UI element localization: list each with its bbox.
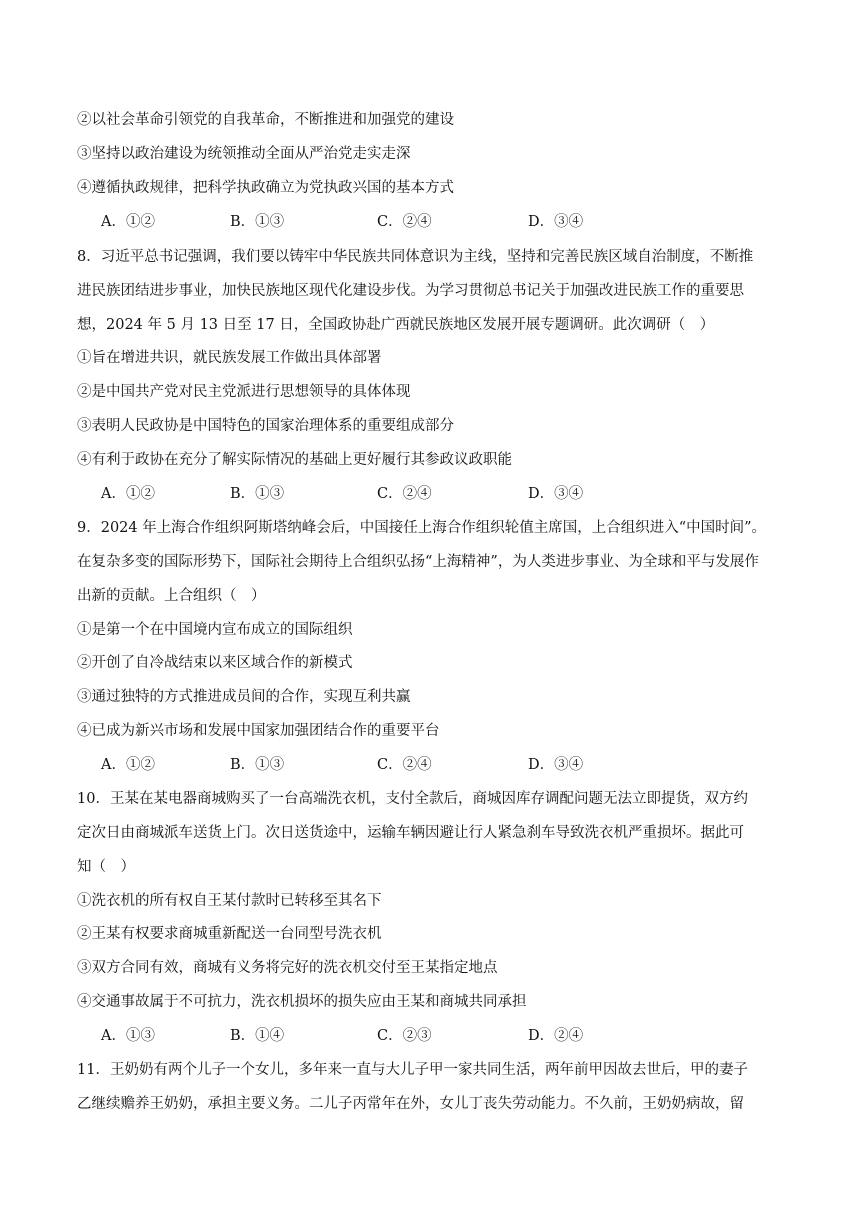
q7-choice-4: ④遵循执政规律，把科学执政确立为党执政兴国的基本方式 bbox=[77, 180, 454, 196]
q8-option-b: B．①③ bbox=[230, 486, 285, 502]
q8-stem-line-1: 8．习近平总书记强调，我们要以铸牢中华民族共同体意识为主线，坚持和完善民族区域自治制度，不断推 bbox=[77, 249, 754, 265]
q8-option-a: A．①② bbox=[101, 486, 155, 502]
q10-option-c: C．②③ bbox=[377, 1028, 432, 1044]
q8-stem-line-2: 进民族团结进步事业，加快民族地区现代化建设步伐。为学习贯彻总书记关于加强改进民族工作的重要思 bbox=[77, 283, 744, 299]
q9-option-a: A．①② bbox=[101, 757, 155, 773]
q10-stem-line-3: 知（ ） bbox=[77, 859, 135, 875]
q10-option-a: A．①③ bbox=[101, 1028, 155, 1044]
q7-option-c: C．②④ bbox=[377, 214, 432, 230]
q8-choice-1: ①旨在增进共识，就民族发展工作做出具体部署 bbox=[77, 350, 382, 366]
q10-choice-4: ④交通事故属于不可抗力，洗衣机损坏的损失应由王某和商城共同承担 bbox=[77, 994, 527, 1010]
q10-choice-3: ③双方合同有效，商城有义务将完好的洗衣机交付至王某指定地点 bbox=[77, 960, 498, 976]
q11-stem-line-2: 乙继续赡养王奶奶，承担主要义务。二儿子丙常年在外，女儿丁丧失劳动能力。不久前，王奶奶病故，留 bbox=[77, 1096, 744, 1112]
q7-option-a: A．①② bbox=[101, 214, 155, 230]
q9-choice-2: ②开创了自冷战结束以来区域合作的新模式 bbox=[77, 655, 353, 671]
q8-choice-2: ②是中国共产党对民主党派进行思想领导的具体体现 bbox=[77, 384, 411, 400]
q9-choice-3: ③通过独特的方式推进成员间的合作，实现互利共赢 bbox=[77, 689, 411, 705]
q11-stem-line-1: 11．王奶奶有两个儿子一个女儿，多年来一直与大儿子甲一家共同生活，两年前甲因故去世后，甲的妻子 bbox=[77, 1062, 748, 1078]
q8-option-c: C．②④ bbox=[377, 486, 432, 502]
q9-option-d: D．③④ bbox=[528, 757, 584, 773]
q8-stem-line-3: 想，2024 年 5 月 13 日至 17 日，全国政协赴广西就民族地区发展开展专题调研。此次调研（ ） bbox=[77, 317, 715, 333]
q7-choice-2: ②以社会革命引领党的自我革命，不断推进和加强党的建设 bbox=[77, 112, 454, 128]
q7-option-d: D．③④ bbox=[528, 214, 584, 230]
q9-choice-1: ①是第一个在中国境内宣布成立的国际组织 bbox=[77, 622, 353, 638]
q10-choice-1: ①洗衣机的所有权自王某付款时已转移至其名下 bbox=[77, 893, 382, 909]
q10-option-b: B．①④ bbox=[230, 1028, 285, 1044]
q10-option-d: D．②④ bbox=[528, 1028, 584, 1044]
q10-choice-2: ②王某有权要求商城重新配送一台同型号洗衣机 bbox=[77, 926, 382, 942]
q9-choice-4: ④已成为新兴市场和发展中国家加强团结合作的重要平台 bbox=[77, 723, 440, 739]
q7-choice-3: ③坚持以政治建设为统领推动全面从严治党走实走深 bbox=[77, 146, 411, 162]
q9-stem-line-3: 出新的贡献。上合组织（ ） bbox=[77, 588, 266, 604]
q9-stem-line-2: 在复杂多变的国际形势下，国际社会期待上合组织弘扬“上海精神”，为人类进步事业、为全球和平与发展作 bbox=[77, 554, 759, 570]
q9-option-c: C．②④ bbox=[377, 757, 432, 773]
q10-stem-line-1: 10．王某在某电器商城购买了一台高端洗衣机，支付全款后，商城因库存调配问题无法立即提货，双方约 bbox=[77, 791, 748, 807]
q8-option-d: D．③④ bbox=[528, 486, 584, 502]
q8-choice-3: ③表明人民政协是中国特色的国家治理体系的重要组成部分 bbox=[77, 418, 454, 434]
q9-stem-line-1: 9．2024 年上海合作组织阿斯塔纳峰会后，中国接任上海合作组织轮值主席国，上合组织进入“中国时间”。 bbox=[77, 520, 767, 536]
q8-choice-4: ④有利于政协在充分了解实际情况的基础上更好履行其参政议政职能 bbox=[77, 452, 512, 468]
q10-stem-line-2: 定次日由商城派车送货上门。次日送货途中，运输车辆因避让行人紧急刹车导致洗衣机严重损坏。据此可 bbox=[77, 825, 744, 841]
q9-option-b: B．①③ bbox=[230, 757, 285, 773]
q7-option-b: B．①③ bbox=[230, 214, 285, 230]
